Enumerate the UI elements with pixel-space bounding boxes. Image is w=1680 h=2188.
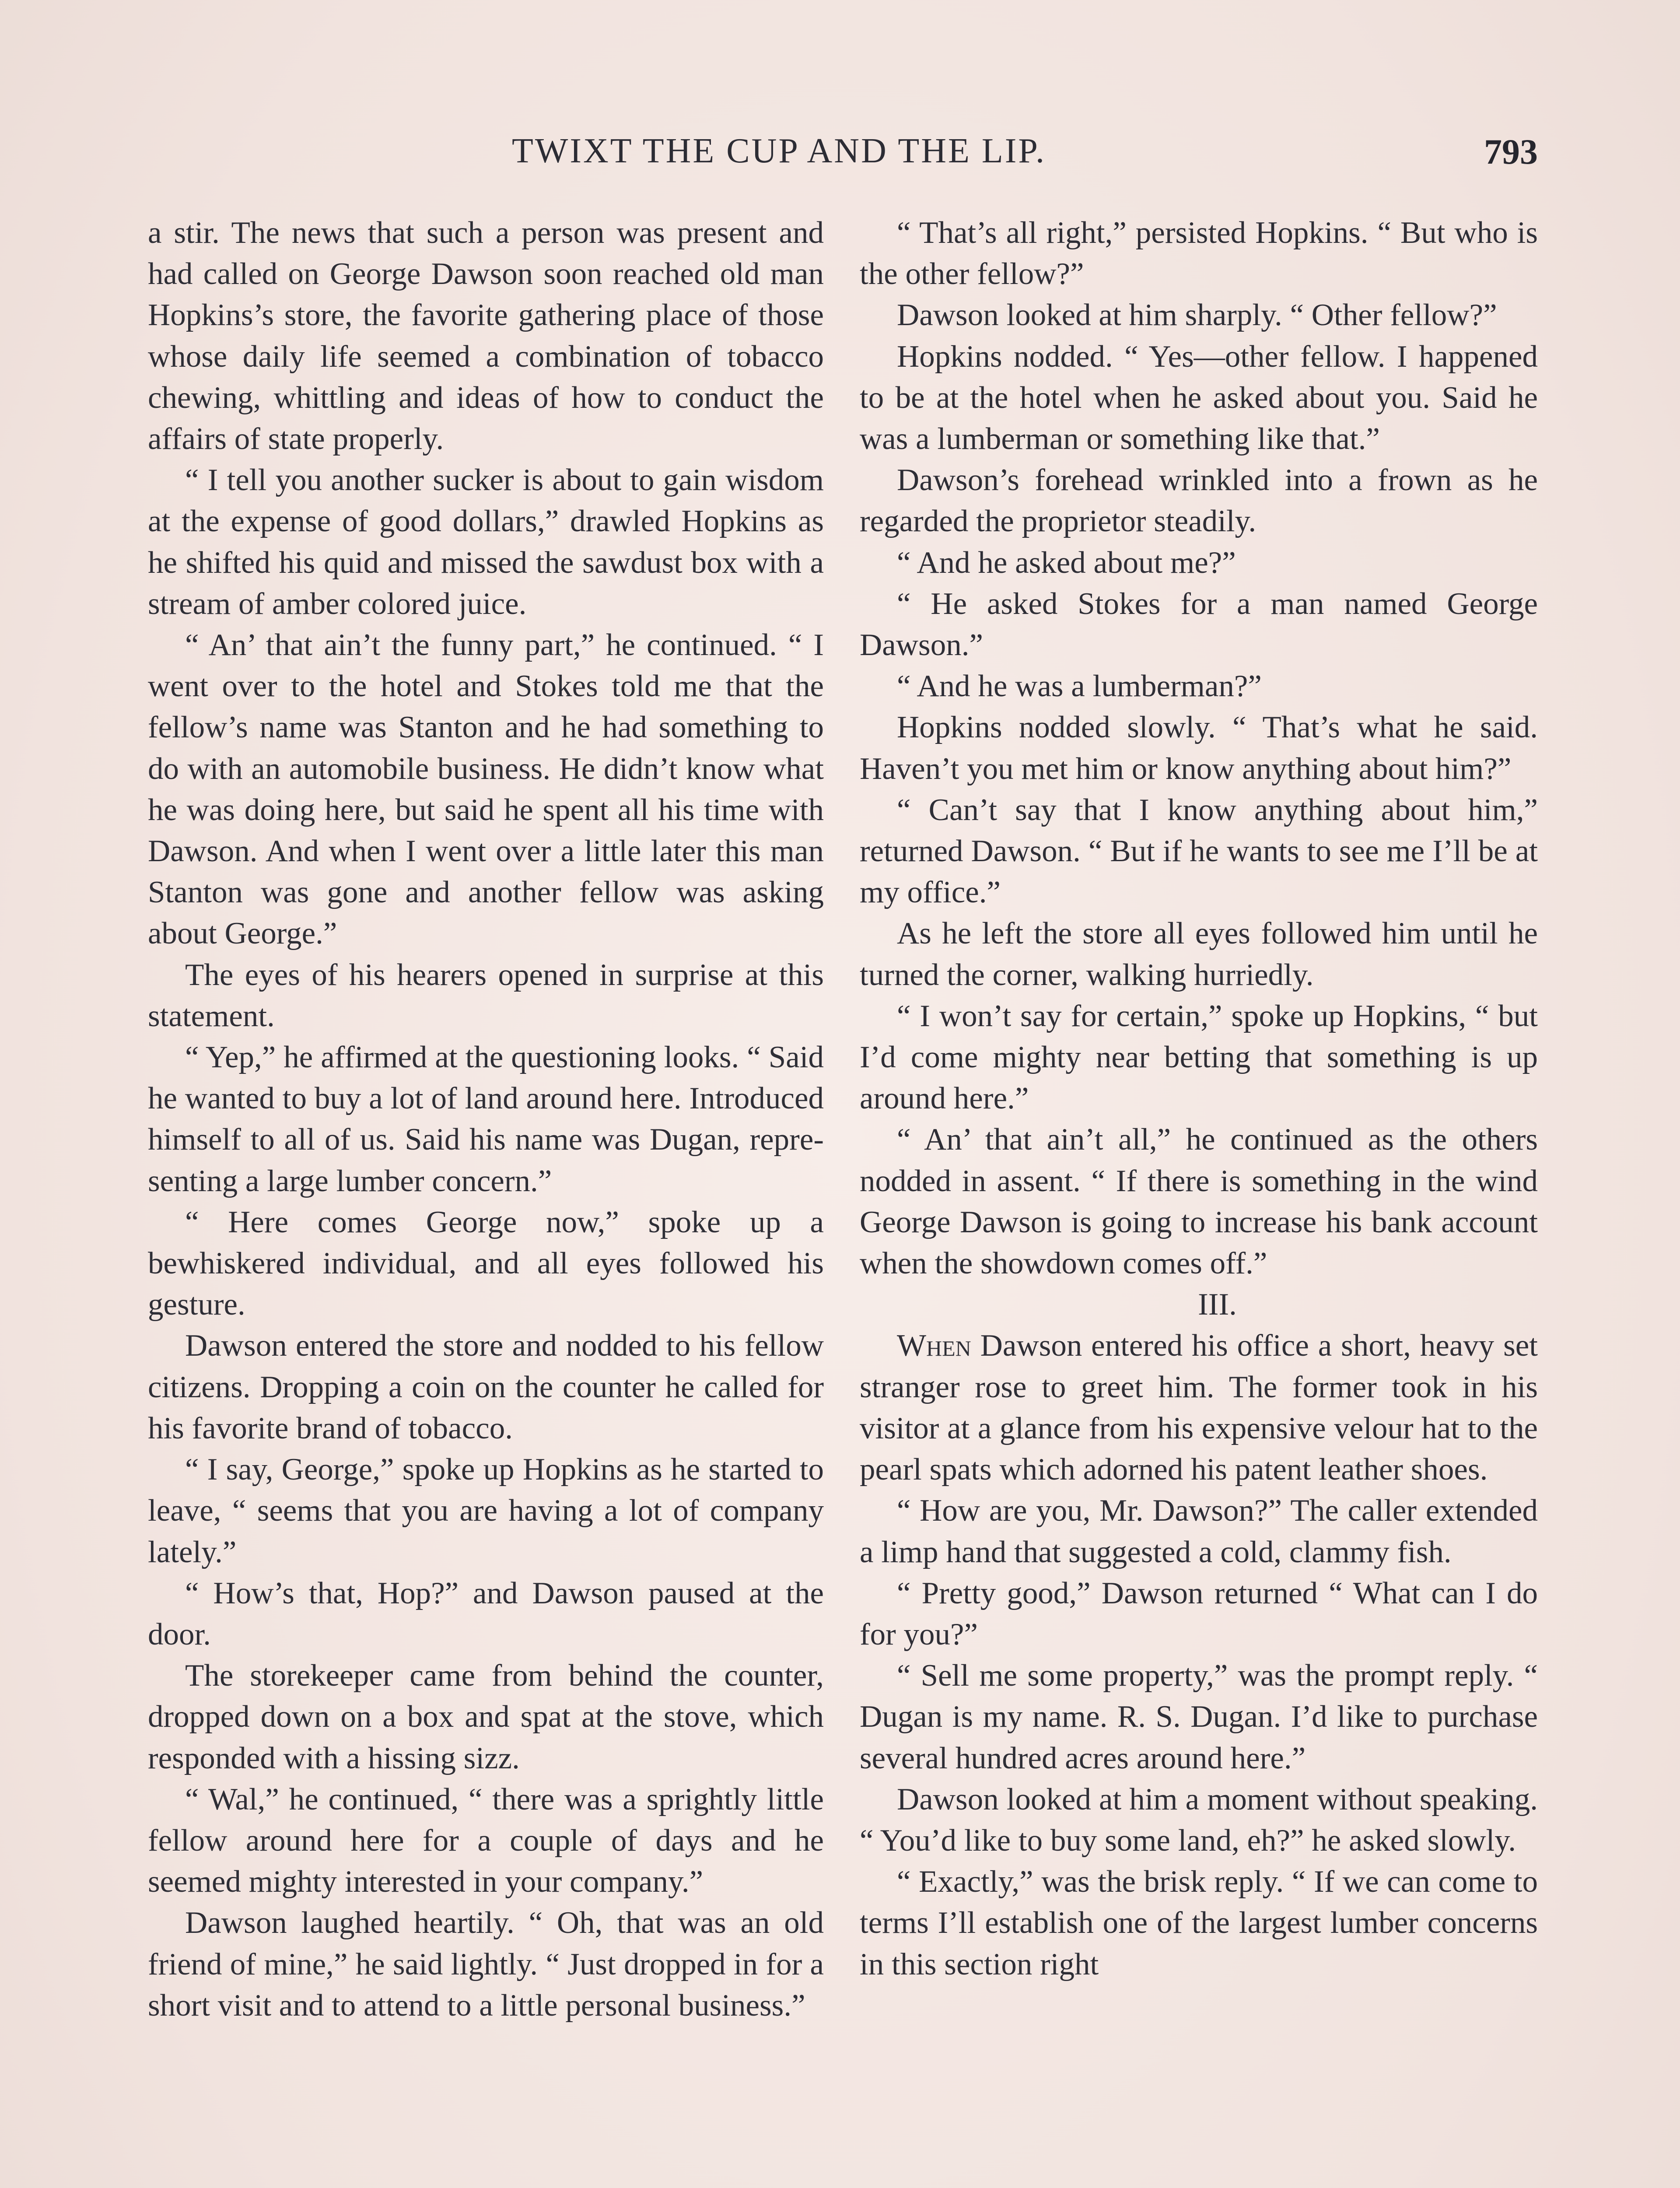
section-opening-text: Dawson entered his office a short, heavy set stranger rose to greet him. The former took in his visitor at a glance from his expensive velour hat to the pearl spats which adorned his patent leather shoes. <box>860 1329 1538 1487</box>
paragraph: “ That’s all right,” persisted Hopkins. “ But who is the other fellow?” <box>860 216 1538 291</box>
page-number: 793 <box>1484 132 1538 172</box>
paragraph: “ And he asked about me?” <box>897 545 1236 580</box>
small-caps-lead: When <box>897 1329 971 1363</box>
paragraph: “ I won’t say for certain,” spoke up Hopkins, “ but I’d come mighty near betting that something is up around here.” <box>860 999 1538 1116</box>
paragraph: “ Can’t say that I know anything about him,” returned Dawson. “ But if he wants to see me I’ll be at my office.” <box>860 792 1538 910</box>
paragraph: “ Wal,” he continued, “ there was a sprightly little fellow around here for a couple of days and he seemed mighty interested in your company.” <box>148 1782 824 1899</box>
paragraph: As he left the store all eyes followed him until he turned the corner, walking hurriedly. <box>860 916 1538 992</box>
paragraph: “ He asked Stokes for a man named George Dawson.” <box>860 586 1538 663</box>
paragraph: Dawson looked at him sharply. “ Other fellow?” <box>897 298 1497 333</box>
paragraph: a stir. The news that such a person was present and had called on George Dawson soon reached old man Hopkins’s store, the favorite gathering place of those whose daily life seemed a combination of tobacco chewing, whittling and ideas of how to conduct the affairs of state properly. <box>148 216 824 456</box>
paragraph: “ Here comes George now,” spoke up a bewhiskered individual, and all eyes followed his gesture. <box>148 1205 824 1322</box>
paragraph: “ How are you, Mr. Dawson?” The caller extended a limp hand that suggested a cold, clammy fish. <box>860 1494 1538 1569</box>
paragraph: Hopkins nodded. “ Yes—other fellow. I happened to be at the hotel when he asked about you. Said he was a lumberman or something like that.” <box>860 339 1538 456</box>
paragraph: Dawson entered the store and nodded to his fellow citizens. Dropping a coin on the counter he called for his favorite brand of tobacco. <box>148 1329 824 1445</box>
paragraph: Hopkins nodded slowly. “ That’s what he said. Haven’t you met him or know anything about him?” <box>860 710 1538 786</box>
section-heading: III. <box>1198 1287 1237 1322</box>
right-column <box>860 212 1538 1985</box>
paragraph: “ I tell you another sucker is about to gain wisdom at the expense of good dollars,” drawled Hopkins as he shifted his quid and missed the sawdust box with a stream of amber colored juice. <box>148 463 824 621</box>
paragraph: “ An’ that ain’t the funny part,” he continued. “ I went over to the hotel and Stokes told me that the fellow’s name was Stanton and he had something to do with an automobile business. He didn’t know what he was doing here, but said he spent all his time with Dawson. And when I went over a little later this man Stanton was gone and another fellow was asking about George.” <box>148 628 824 951</box>
paragraph: The storekeeper came from behind the counter, dropped down on a box and spat at the stove, which responded with a hissing sizz. <box>148 1659 824 1775</box>
running-head: TWIXT THE CUP AND THE LIP. <box>512 132 1046 170</box>
paragraph: “ Exactly,” was the brisk reply. “ If we can come to terms I’ll establish one of the largest lumber concerns in this section right <box>860 1865 1538 1981</box>
paragraph: The eyes of his hearers opened in surprise at this statement. <box>148 957 824 1033</box>
section-opening-paragraph <box>860 1325 1538 1490</box>
paragraph: “ I say, George,” spoke up Hopkins as he started to leave, “ seems that you are having a lot of company lately.” <box>148 1452 824 1569</box>
paragraph: “ Yep,” he affirmed at the questioning looks. “ Said he wanted to buy a lot of land around here. Introduced himself to all of us. Said his name was Dugan, representing a large lumber concern.” <box>148 1040 824 1198</box>
paragraph: Dawson looked at him a moment without speaking. “ You’d like to buy some land, eh?” he asked slowly. <box>860 1782 1538 1858</box>
paragraph: Dawson laughed heartily. “ Oh, that was an old friend of mine,” he said lightly. “ Just dropped in for a short visit and to attend to a little personal business.” <box>148 1906 824 2023</box>
paragraph: “ And he was a lumberman?” <box>897 669 1262 704</box>
paragraph: “ An’ that ain’t all,” he continued as the others nodded in assent. “ If there is something in the wind George Dawson is going to increase his bank account when the showdown comes off.” <box>860 1122 1538 1281</box>
paragraph: “ Pretty good,” Dawson returned “ What can I do for you?” <box>860 1576 1538 1652</box>
paragraph: “ How’s that, Hop?” and Dawson paused at the door. <box>148 1576 824 1652</box>
paragraph: Dawson’s forehead wrinkled into a frown as he regarded the proprietor steadily. <box>860 463 1538 539</box>
left-column <box>148 212 824 2026</box>
paragraph: “ Sell me some property,” was the prompt reply. “ Dugan is my name. R. S. Dugan. I’d like to purchase several hundred acres around here.” <box>860 1659 1538 1775</box>
